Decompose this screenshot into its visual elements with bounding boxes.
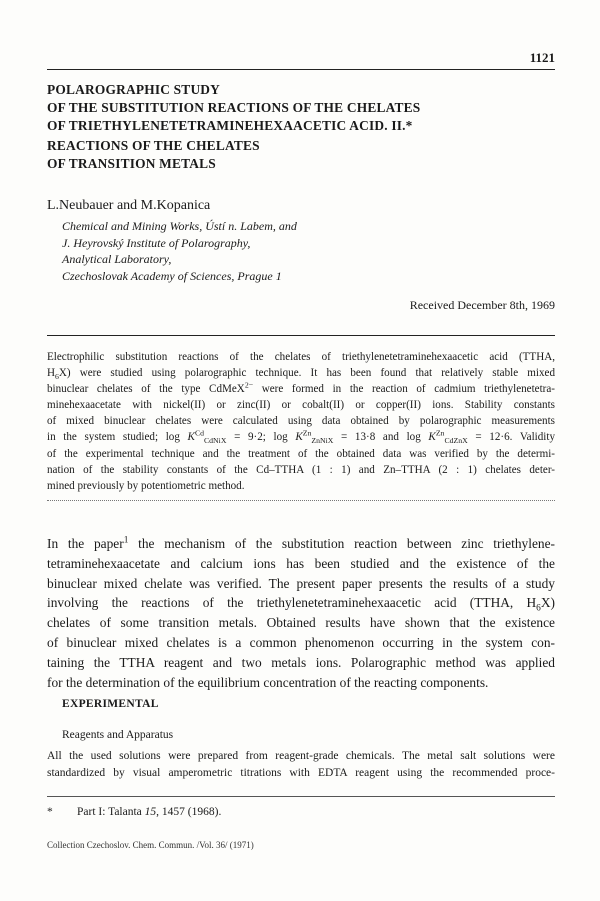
footnote-mark: * bbox=[47, 806, 53, 818]
introduction bbox=[47, 534, 555, 692]
affiliation-line: Analytical Laboratory, bbox=[62, 252, 172, 266]
intro-line: for the determination of the equilibrium concentration of the reacting components. bbox=[47, 674, 489, 690]
footnote-rule bbox=[47, 796, 555, 797]
abstract-bottom-rule bbox=[47, 500, 555, 501]
affiliation-line: Czechoslovak Academy of Sciences, Prague 1 bbox=[62, 268, 282, 283]
title-line: REACTIONS OF THE CHELATES bbox=[47, 138, 260, 153]
intro-line: of binuclear mixed chelates is a common phenomenon occurring in the system con- bbox=[47, 634, 555, 650]
experimental-text bbox=[47, 748, 555, 782]
intro-line: taining the TTHA reagent and two metals ions. Polarographic method was applied bbox=[47, 654, 555, 670]
title-line: OF THE SUBSTITUTION REACTIONS OF THE CHELATES bbox=[47, 100, 421, 115]
affiliation-line: J. Heyrovský Institute of Polarography, bbox=[62, 235, 251, 250]
footnote: * Part I: Talanta 15, 1457 (1968). bbox=[47, 806, 222, 818]
title-line: OF TRIETHYLENETETRAMINEHEXAACETIC ACID. II.* bbox=[47, 118, 413, 133]
abstract-line: Electrophilic substitution reactions of the chelates of triethylenetetraminehexaacetic acid (TTHA, bbox=[47, 351, 555, 363]
abstract-line: mined previously by potentiometric method. bbox=[47, 479, 245, 492]
abstract-line: binuclear chelates of the type CdMeX$^{2-}$ were formed in the reaction of cadmium triethylenetetra- bbox=[47, 380, 555, 396]
subsection-heading: Reagents and Apparatus bbox=[62, 729, 174, 741]
abstract bbox=[47, 349, 555, 494]
section-heading: EXPERIMENTAL bbox=[62, 698, 159, 710]
abstract-line: in the system studied; $\log K^{Cd}_{CdNiX} = 9\cdot 2$; $\log K^{Zn}_{ZnNiX} = 13\cdot 8$ and $\log K^{Zn}_{CdZnX} = 12\cdot 6$. Validity bbox=[47, 428, 555, 446]
paper-title bbox=[47, 81, 557, 173]
abstract-line: of mixed binuclear chelates were calculated using data obtained by polarographic measurements bbox=[47, 415, 555, 428]
abstract-line: $H_6X$) were studied using polarographic technique. It has been found that relatively stable mixed bbox=[47, 367, 555, 382]
affiliation bbox=[62, 218, 297, 284]
abstract-line: of the experimental technique and the treatment of the obtained data was verified by the determi- bbox=[47, 447, 555, 460]
intro-line: involving the reactions of the triethylenetetraminehexaacetic acid (TTHA, $H_6X$) bbox=[47, 595, 555, 615]
affiliation-line: Chemical and Mining Works, Ústí n. Labem, and bbox=[62, 219, 297, 233]
header-rule bbox=[47, 69, 555, 70]
title-line: POLAROGRAPHIC STUDY bbox=[47, 82, 221, 97]
received-date: Received December 8th, 1969 bbox=[409, 298, 555, 312]
abstract-line: nation of the stability constants of the Cd–TTHA (1 : 1) and Zn–TTHA (2 : 1) chelates deter- bbox=[47, 463, 555, 476]
abstract-top-rule bbox=[47, 335, 555, 336]
intro-line: chelates of some transition metals. Obtained results have shown that the existence bbox=[47, 615, 555, 631]
title-line: OF TRANSITION METALS bbox=[47, 156, 216, 171]
abstract-line: minehexaacetate with nickel(II) or zinc(II) or cobalt(II) or copper(II) ions. Stability constants bbox=[47, 399, 555, 412]
intro-line: tetraminehexaacetate and calcium ions has been studied and the existence of the bbox=[47, 555, 555, 571]
authors: L.Neubauer and M.Kopanica bbox=[47, 198, 211, 213]
journal-footer: Collection Czechoslov. Chem. Commun. /Vol. 36/ (1971) bbox=[47, 840, 254, 850]
intro-line: In the paper$^1$ the mechanism of the substitution reaction between zinc triethylene- bbox=[47, 535, 555, 551]
body-line: All the used solutions were prepared from reagent-grade chemicals. The metal salt solutions were bbox=[47, 750, 555, 762]
body-line: standardized by visual amperometric titrations with EDTA reagent using the recommended proce- bbox=[47, 767, 555, 779]
intro-line: binuclear mixed chelate was verified. The present paper presents the results of a study bbox=[47, 575, 555, 591]
page-number: 1121 bbox=[529, 50, 555, 65]
